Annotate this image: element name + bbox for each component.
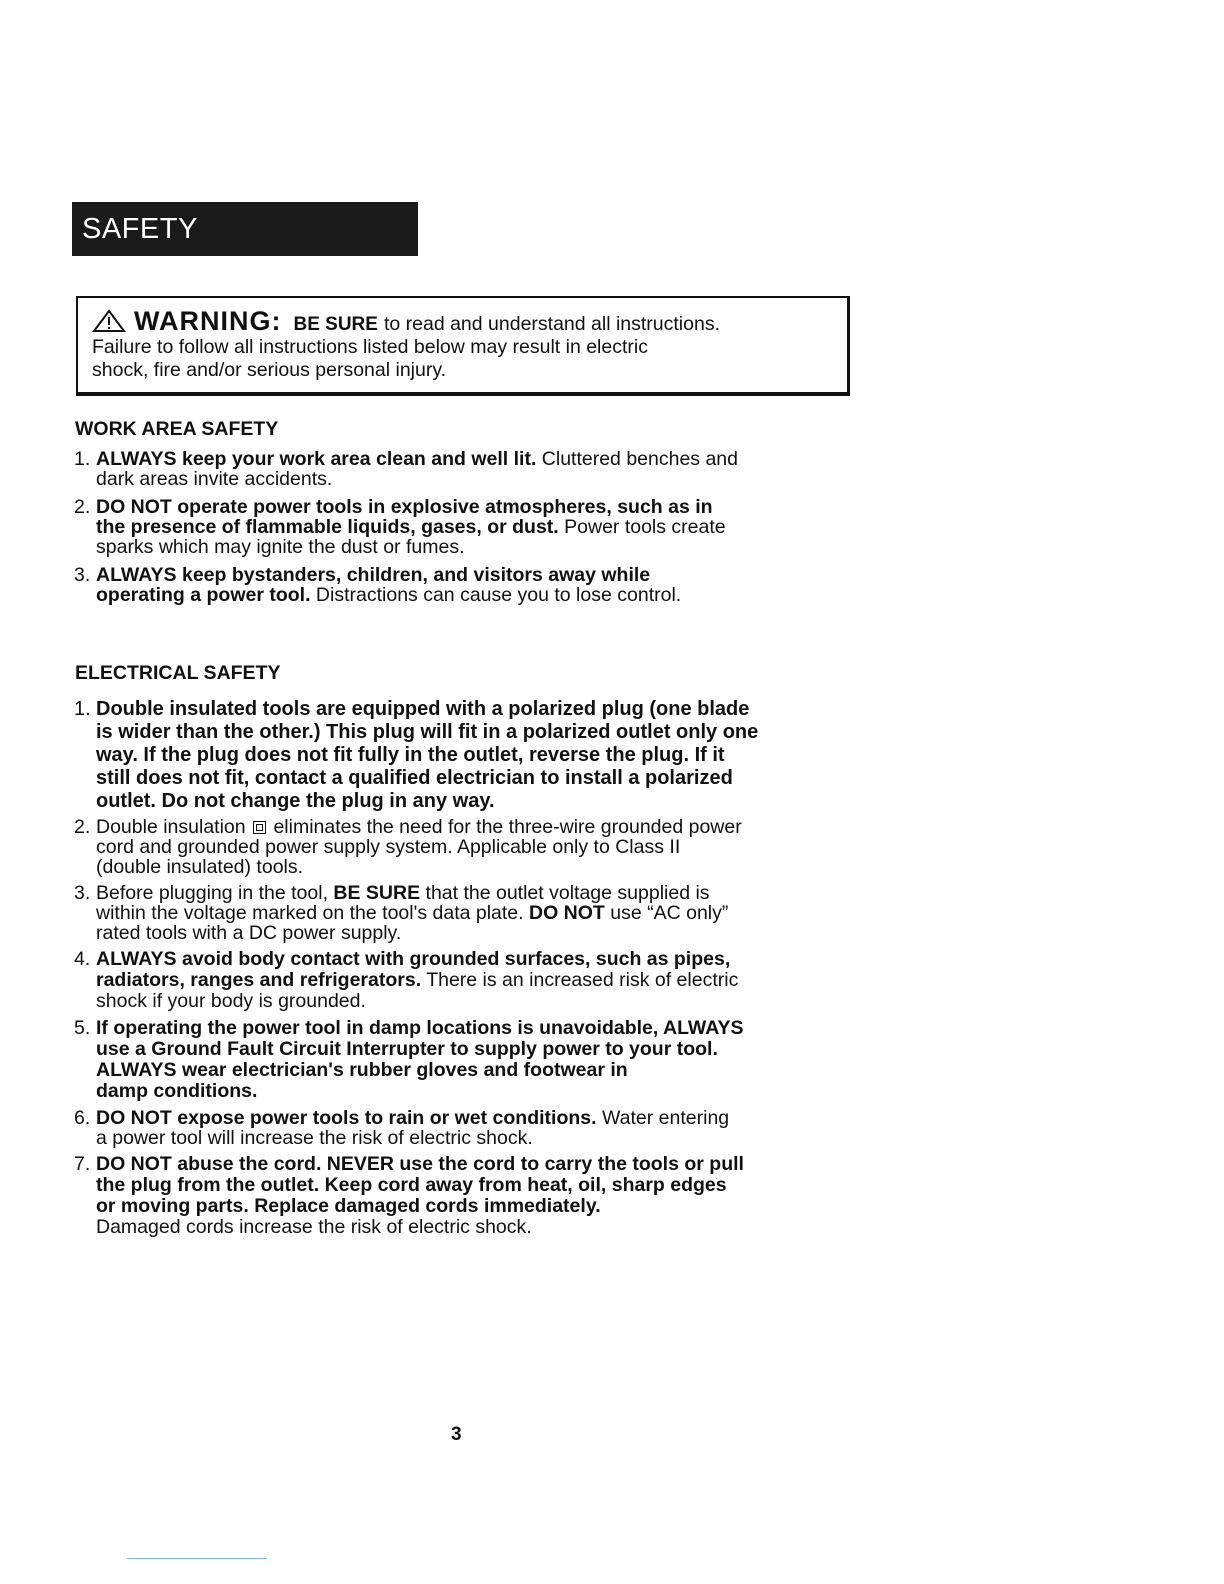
item-number: 5. (74, 1017, 91, 1039)
work-area-list (74, 449, 844, 605)
item-bold: Double insulated tools are equipped with a polarized plug (one blade (96, 698, 750, 720)
item-text: Cluttered benches and (536, 448, 738, 470)
item-number: 2. (74, 816, 91, 838)
item-text: a power tool will increase the risk of electric shock. (96, 1127, 533, 1149)
item-bold: damp conditions. (96, 1080, 258, 1102)
item-bold: outlet. Do not change the plug in any way. (96, 790, 495, 812)
item-text: There is an increased risk of electric (421, 969, 739, 991)
warning-triangle-icon (92, 309, 126, 333)
item-bold: DO NOT expose power tools to rain or wet conditions. (96, 1107, 597, 1129)
section-header: SAFETY INSTRUCTIONS (72, 202, 418, 256)
warning-box (76, 296, 850, 396)
list-item (74, 698, 844, 813)
warning-lead: BE SURE (293, 314, 378, 335)
list-item (74, 817, 844, 877)
item-bold: DO NOT operate power tools in explosive atmospheres, such as in (96, 496, 713, 518)
item-bold: DO NOT abuse the cord. NEVER use the cord to carry the tools or pull (96, 1153, 744, 1175)
item-number: 3. (74, 564, 91, 586)
double-insulation-icon (253, 821, 266, 834)
warning-line-3: shock, fire and/or serious personal injury. (92, 359, 447, 381)
item-bold: DO NOT (529, 902, 605, 924)
list-item (74, 497, 844, 557)
item-text: within the voltage marked on the tool's data plate. (96, 902, 529, 924)
item-number: 2. (74, 496, 91, 518)
item-text: sparks which may ignite the dust or fumes. (96, 536, 465, 558)
item-text: Distractions can cause you to lose control. (310, 584, 682, 606)
list-item (74, 1154, 844, 1238)
item-bold: or moving parts. Replace damaged cords immediately. (96, 1195, 601, 1217)
electrical-list (74, 698, 844, 1238)
scan-edge-line (127, 1558, 267, 1559)
item-text: eliminates the need for the three-wire grounded power (268, 816, 742, 838)
item-bold: radiators, ranges and refrigerators. (96, 969, 422, 991)
item-text: Before plugging in the tool, (96, 882, 334, 904)
item-number: 7. (74, 1153, 91, 1175)
item-bold: the presence of flammable liquids, gases, or dust. (96, 516, 559, 538)
item-bold: operating a power tool. (96, 584, 311, 606)
item-bold: ALWAYS avoid body contact with grounded surfaces, such as pipes, (96, 948, 731, 970)
work-area-title: WORK AREA SAFETY (75, 418, 279, 440)
warning-line-1 (92, 306, 833, 336)
item-bold: use a Ground Fault Circuit Interrupter to supply power to your tool. (96, 1038, 718, 1060)
item-number: 6. (74, 1107, 91, 1129)
item-bold: still does not fit, contact a qualified electrician to install a polarized (96, 767, 733, 789)
warning-label: WARNING: (134, 306, 282, 336)
item-bold: ALWAYS wear electrician's rubber gloves and footwear in (96, 1059, 628, 1081)
list-item (74, 449, 844, 489)
item-text: (double insulated) tools. (96, 856, 304, 878)
item-text: Double insulation (96, 816, 246, 838)
item-text: that the outlet voltage supplied is (420, 882, 710, 904)
item-number: 4. (74, 948, 91, 970)
electrical-title (75, 662, 280, 685)
item-bold: BE SURE (333, 882, 421, 904)
item-bold: way. If the plug does not fit fully in the outlet, reverse the plug. If it (96, 744, 725, 766)
item-number: 1. (74, 448, 91, 470)
item-bold: the plug from the outlet. Keep cord away from heat, oil, sharp edges (96, 1174, 727, 1196)
list-item (74, 1108, 844, 1148)
warning-text: to read and understand all instructions. (383, 313, 720, 335)
item-text: cord and grounded power supply system. Applicable only to Class II (96, 836, 681, 858)
warning-line-2: Failure to follow all instructions listed below may result in electric (92, 336, 648, 358)
item-text: rated tools with a DC power supply. (96, 922, 402, 944)
item-text: Water entering (596, 1107, 730, 1129)
list-item (74, 949, 844, 1012)
item-text: Damaged cords increase the risk of electric shock. (96, 1216, 532, 1238)
item-bold: ALWAYS keep bystanders, children, and visitors away while (96, 564, 651, 586)
item-bold: If operating the power tool in damp locations is unavoidable, ALWAYS (96, 1017, 744, 1039)
item-text: use “AC only” (604, 902, 729, 924)
electrical-title-text: ELECTRICAL SAFETY (75, 662, 281, 684)
page-number: 3 (451, 1424, 462, 1445)
list-item (74, 883, 844, 943)
item-text: Power tools create (558, 516, 726, 538)
item-bold: is wider than the other.) This plug will fit in a polarized outlet only one (96, 721, 759, 743)
item-bold: ALWAYS keep your work area clean and well lit. (96, 448, 537, 470)
item-text: shock if your body is grounded. (96, 990, 366, 1012)
list-item (74, 1018, 844, 1102)
item-text: dark areas invite accidents. (96, 468, 333, 490)
list-item (74, 565, 844, 605)
item-number: 3. (74, 882, 91, 904)
item-number: 1. (74, 698, 91, 720)
